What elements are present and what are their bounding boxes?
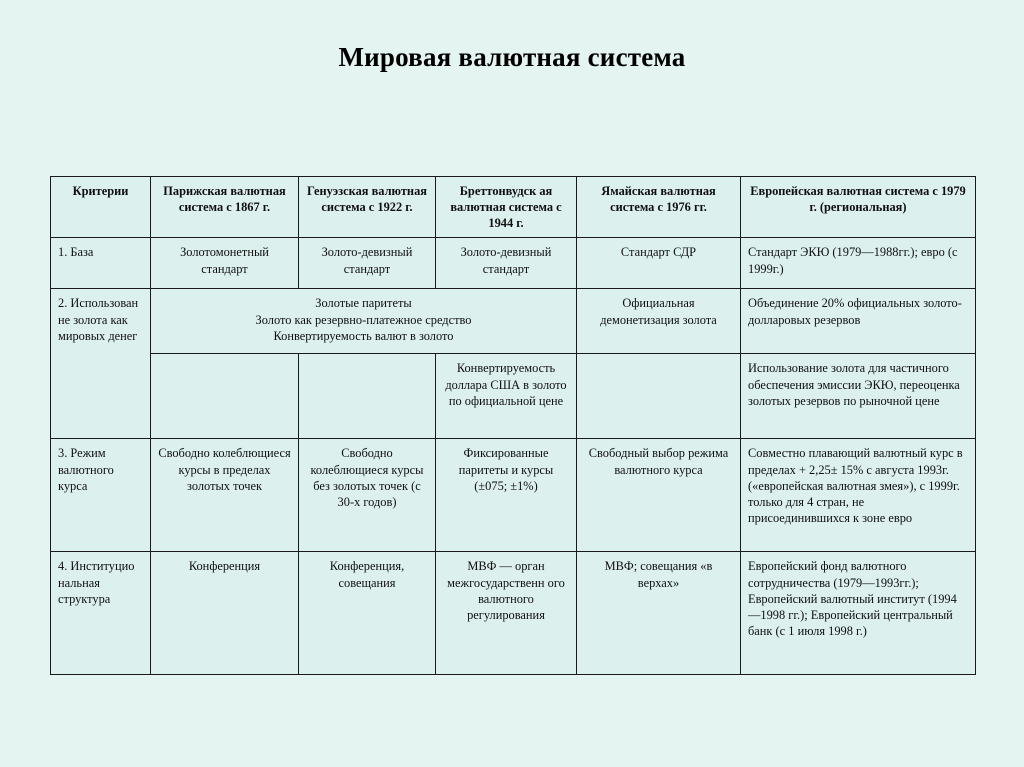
cell-european-institutions: Европейский фонд валютного сотрудничества (1979—1993гг.); Европейский валютный институт (1994—1998 гг.); Европейский центральный банк (с 1 июля 1998 г.) — [741, 552, 976, 675]
column-header-paris-system: Парижская валютная система с 1867 г. — [151, 177, 299, 238]
cell-european-gold-use: Объединение 20% официальных золото-долларовых резервов — [741, 289, 976, 354]
cell-jamaica-gold-use: Официальная демонетизация золота — [577, 289, 741, 354]
page-title: Мировая валютная система — [338, 42, 686, 72]
cell-bretton-woods-rate-regime: Фиксированные паритеты и курсы (±075; ±1%) — [436, 439, 577, 552]
cell-genoa-base: Золото-девизный стандарт — [299, 238, 436, 289]
cell-paris-institutions: Конференция — [151, 552, 299, 675]
column-header-genoa-system: Генуэзская валютная система с 1922 г. — [299, 177, 436, 238]
cell-european-base: Стандарт ЭКЮ (1979—1988гг.); евро (с 1999г.) — [741, 238, 976, 289]
table-row-institutions — [51, 552, 976, 675]
cell-european-rate-regime: Совместно плавающий валютный курс в пределах + 2,25± 15% с августа 1993г. («европейская валютная змея»), с 1999г. только для 4 стран, не присоединившихся к зоне евро — [741, 439, 976, 552]
cell-bretton-woods-institutions: МВФ — орган межгосударственн ого валютного регулирования — [436, 552, 577, 675]
table-header-row — [51, 177, 976, 238]
cell-bretton-woods-base: Золото-девизный стандарт — [436, 238, 577, 289]
column-header-criteria: Критерии — [51, 177, 151, 238]
cell-paris-base: Золотомонетный стандарт — [151, 238, 299, 289]
cell-jamaica-institutions: МВФ; совещания «в верхах» — [577, 552, 741, 675]
cell-criteria-base: 1. База — [51, 238, 151, 289]
cell-jamaica-base: Стандарт СДР — [577, 238, 741, 289]
column-header-bretton-woods-system: Бреттонвудск ая валютная система с 1944 г. — [436, 177, 577, 238]
cell-genoa-institutions: Конференция, совещания — [299, 552, 436, 675]
cell-criteria-rate-regime: 3. Режим валютного курса — [51, 439, 151, 552]
cell-merged-gold-parities — [151, 289, 577, 354]
table-body — [51, 238, 976, 675]
table-row-gold-use-sub — [51, 354, 976, 439]
cell-european-gold-use-sub: Использование золота для частичного обеспечения эмиссии ЭКЮ, переоценка золотых резервов по рыночной цене — [741, 354, 976, 439]
cell-jamaica-rate-regime: Свободный выбор режима валютного курса — [577, 439, 741, 552]
cell-paris-gold-use-sub — [151, 354, 299, 439]
column-header-european-system: Европейская валютная система с 1979 г. (региональная) — [741, 177, 976, 238]
comparison-table-container — [50, 176, 975, 675]
column-header-jamaica-system: Ямайская валютная система с 1976 гг. — [577, 177, 741, 238]
table-row-rate-regime — [51, 439, 976, 552]
world-monetary-systems-table — [50, 176, 976, 675]
merged-gold-line-1: Золотые паритеты — [315, 296, 412, 311]
table-row-base — [51, 238, 976, 289]
cell-paris-rate-regime: Свободно колеблющиеся курсы в пределах золотых точек — [151, 439, 299, 552]
cell-criteria-gold-use: 2. Использован не золота как мировых денег — [51, 289, 151, 439]
merged-gold-line-3: Конвертируемость валют в золото — [273, 328, 454, 343]
cell-genoa-gold-use-sub — [299, 354, 436, 439]
cell-bretton-woods-gold-use-sub: Конвертируемость доллара США в золото по официальной цене — [436, 354, 577, 439]
cell-jamaica-gold-use-sub — [577, 354, 741, 439]
cell-genoa-rate-regime: Свободно колеблющиеся курсы без золотых точек (с 30-х годов) — [299, 439, 436, 552]
cell-criteria-institutions: 4. Институцио нальная структура — [51, 552, 151, 675]
table-head — [51, 177, 976, 238]
table-row-gold-use-top — [51, 289, 976, 354]
merged-gold-line-2: Золото как резервно-платежное средство — [255, 312, 472, 327]
